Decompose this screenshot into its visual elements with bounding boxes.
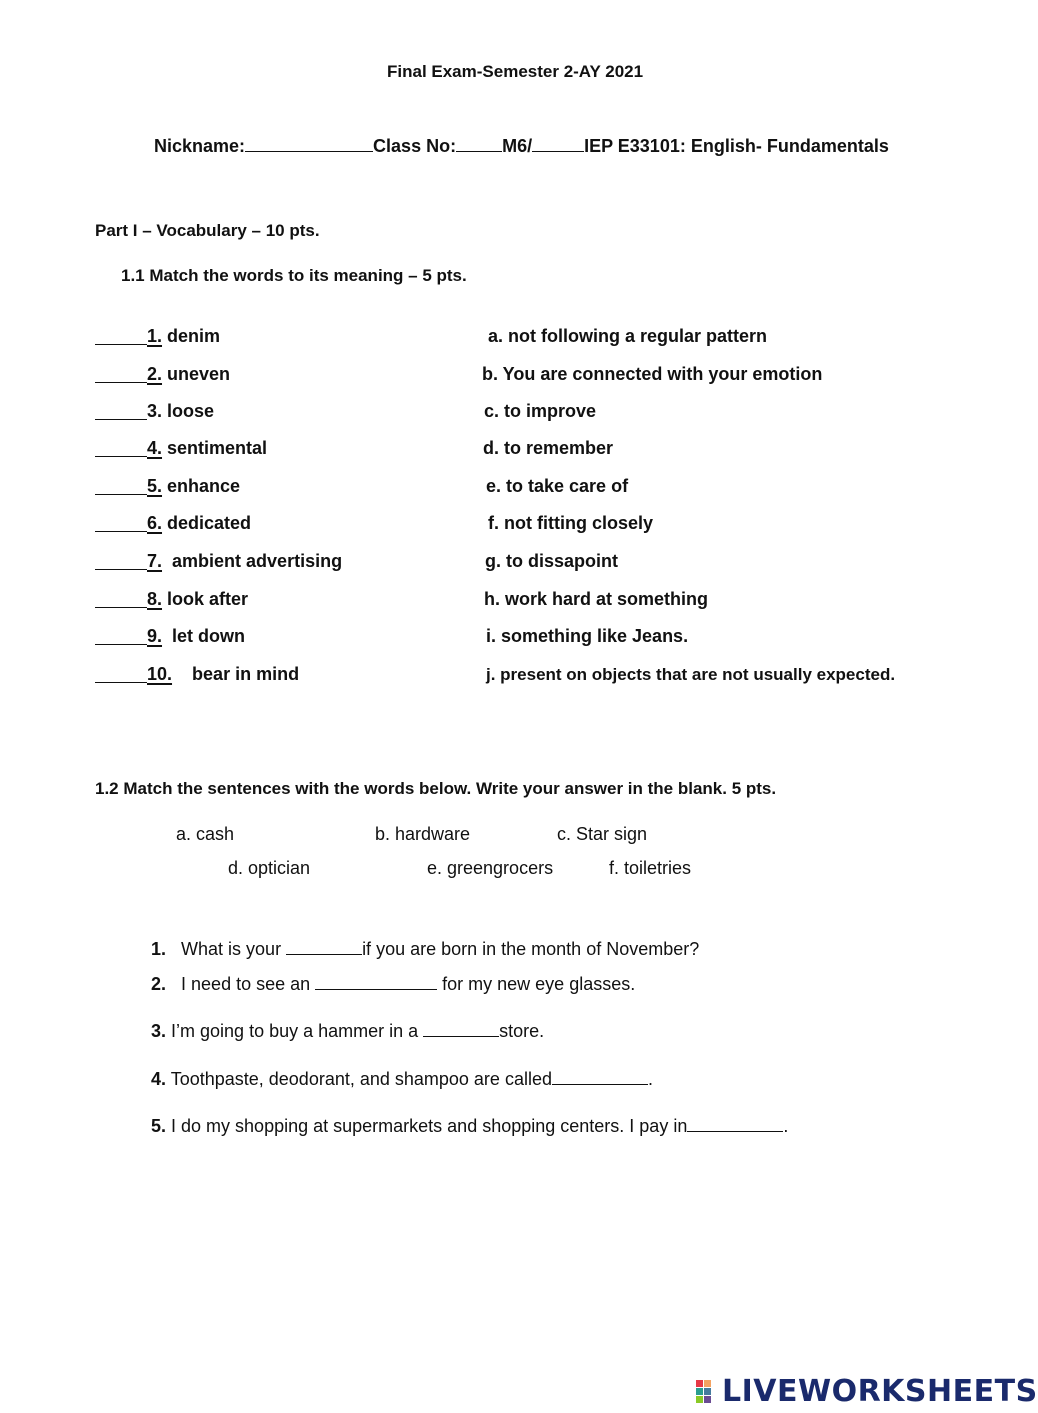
match-item-10 xyxy=(95,664,299,685)
question-text: I do my shopping at supermarkets and shopping centers. I pay in xyxy=(171,1116,688,1136)
meaning-e: e. to take care of xyxy=(486,476,629,496)
match-item-6 xyxy=(95,513,251,534)
option-d: d. optician xyxy=(228,858,311,878)
question-4 xyxy=(151,1069,653,1090)
class-blank-2[interactable] xyxy=(532,137,584,152)
answer-blank[interactable] xyxy=(95,568,147,570)
match-item-1 xyxy=(95,326,220,347)
question-text: What is your xyxy=(181,939,287,959)
answer-blank[interactable] xyxy=(95,343,147,345)
match-item-9 xyxy=(95,626,245,647)
item-number: 3. xyxy=(147,401,163,421)
meaning-f: f. not fitting closely xyxy=(488,513,653,533)
item-word: ambient advertising xyxy=(172,551,343,571)
question-number: 3. xyxy=(151,1021,167,1041)
match-item-2 xyxy=(95,364,230,385)
item-number: 4. xyxy=(147,438,163,458)
question-5-blank[interactable] xyxy=(687,1117,783,1132)
option-f: f. toiletries xyxy=(609,858,692,878)
answer-blank[interactable] xyxy=(95,381,147,383)
question-number: 5. xyxy=(151,1116,167,1136)
student-info-line xyxy=(154,136,889,157)
question-1-blank[interactable] xyxy=(286,940,362,955)
meaning-j: j. present on objects that are not usually expected. xyxy=(486,665,896,684)
answer-blank[interactable] xyxy=(95,643,147,645)
match-item-4 xyxy=(95,438,267,459)
class-mid: M6/ xyxy=(502,136,533,156)
item-word: look after xyxy=(167,589,249,609)
question-text: I’m going to buy a hammer in a xyxy=(171,1021,424,1041)
question-number: 1. xyxy=(151,939,167,959)
question-text-after: . xyxy=(647,1069,653,1089)
meaning-c: c. to improve xyxy=(484,401,597,421)
question-text-after: store. xyxy=(499,1021,545,1041)
answer-blank[interactable] xyxy=(95,455,147,457)
item-number: 9. xyxy=(147,626,163,646)
option-e: e. greengrocers xyxy=(427,858,554,878)
item-number: 5. xyxy=(147,476,163,496)
match-item-5 xyxy=(95,476,240,497)
answer-blank[interactable] xyxy=(95,418,147,420)
question-number: 2. xyxy=(151,974,167,994)
class-blank-1[interactable] xyxy=(456,137,502,152)
question-text: I need to see an xyxy=(181,974,316,994)
option-c: c. Star sign xyxy=(557,824,648,844)
question-number: 4. xyxy=(151,1069,167,1089)
item-word: uneven xyxy=(167,364,231,384)
match-item-8 xyxy=(95,589,248,610)
item-word: dedicated xyxy=(167,513,252,533)
item-word: loose xyxy=(167,401,215,421)
section-1-2-heading: 1.2 Match the sentences with the words below. Write your answer in the blank. 5 pts. xyxy=(95,779,777,798)
question-1 xyxy=(151,939,699,960)
answer-blank[interactable] xyxy=(95,493,147,495)
class-label: Class No: xyxy=(373,136,457,156)
course-title: IEP E33101: English- Fundamentals xyxy=(584,136,889,156)
meaning-b: b. You are connected with your emotion xyxy=(482,364,823,384)
option-b: b. hardware xyxy=(375,824,471,844)
item-word: bear in mind xyxy=(192,664,300,684)
item-word: denim xyxy=(167,326,221,346)
question-3 xyxy=(151,1021,544,1042)
part1-heading: Part I – Vocabulary – 10 pts. xyxy=(95,221,320,240)
answer-blank[interactable] xyxy=(95,530,147,532)
section-1-1-heading: 1.1 Match the words to its meaning – 5 pts. xyxy=(121,266,467,285)
answer-blank[interactable] xyxy=(95,681,147,683)
option-a: a. cash xyxy=(176,824,235,844)
question-2 xyxy=(151,974,635,995)
item-number: 6. xyxy=(147,513,163,533)
item-number: 7. xyxy=(147,551,163,571)
liveworksheets-logo[interactable] xyxy=(696,1374,1038,1409)
item-word: let down xyxy=(172,626,246,646)
nickname-label: Nickname: xyxy=(154,136,246,156)
item-number: 8. xyxy=(147,589,163,609)
answer-blank[interactable] xyxy=(95,606,147,608)
question-text-after: if you are born in the month of November? xyxy=(362,939,700,959)
match-item-3 xyxy=(95,401,214,422)
item-number: 10. xyxy=(147,664,173,684)
meaning-d: d. to remember xyxy=(483,438,614,458)
question-2-blank[interactable] xyxy=(315,975,437,990)
question-text-after: for my new eye glasses. xyxy=(437,974,636,994)
question-text-after: . xyxy=(783,1116,789,1136)
item-number: 2. xyxy=(147,364,163,384)
liveworksheets-icon xyxy=(696,1380,720,1404)
question-5 xyxy=(151,1116,788,1137)
meaning-a: a. not following a regular pattern xyxy=(488,326,768,346)
question-4-blank[interactable] xyxy=(552,1070,648,1085)
match-item-7 xyxy=(95,551,342,572)
item-number: 1. xyxy=(147,326,163,346)
meaning-h: h. work hard at something xyxy=(484,589,709,609)
meaning-g: g. to dissapoint xyxy=(485,551,618,571)
question-text: Toothpaste, deodorant, and shampoo are called xyxy=(170,1069,552,1089)
item-word: sentimental xyxy=(167,438,268,458)
nickname-blank[interactable] xyxy=(245,137,373,152)
question-3-blank[interactable] xyxy=(423,1022,499,1037)
logo-text: LIVEWORKSHEETS xyxy=(722,1374,1038,1409)
item-word: enhance xyxy=(167,476,241,496)
exam-title: Final Exam-Semester 2-AY 2021 xyxy=(387,62,644,81)
meaning-i: i. something like Jeans. xyxy=(486,626,689,646)
